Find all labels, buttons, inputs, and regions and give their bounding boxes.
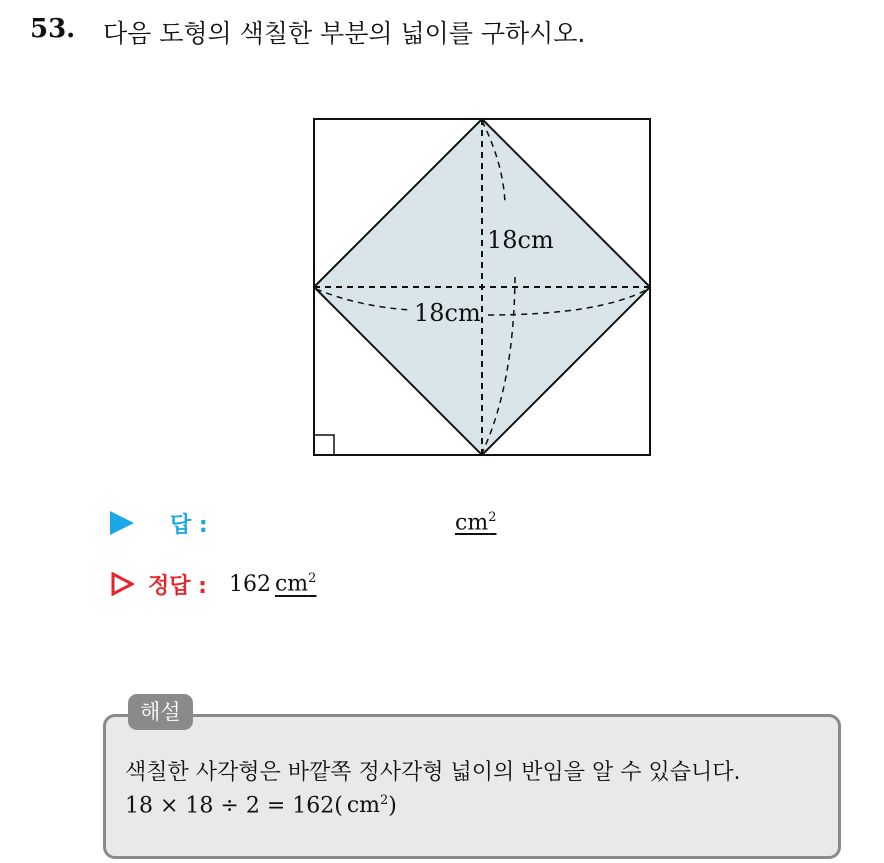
correct-value: 162 xyxy=(228,571,271,597)
correct-label: 정답 : xyxy=(148,573,207,599)
horizontal-length-label: 18cm xyxy=(414,299,481,327)
rhombus-figure xyxy=(300,105,660,465)
explanation-tag: 해설 xyxy=(128,694,193,730)
answer-unit: $cm^2$ xyxy=(455,510,497,536)
play-icon xyxy=(110,511,134,535)
explanation-line-1: 색칠한 사각형은 바깥쪽 정사각형 넓이의 반임을 알 수 있습니다. xyxy=(125,760,741,785)
vertical-length-label: 18cm xyxy=(487,226,554,254)
right-angle-mark xyxy=(314,435,334,455)
answer-label: 답 : xyxy=(170,512,208,538)
answer-row xyxy=(110,506,208,540)
explanation-line-2: 18 × 18 ÷ 2 = 162( $cm^2$) xyxy=(125,793,397,819)
question-text: 다음 도형의 색칠한 부분의 넓이를 구하시오. xyxy=(103,19,586,48)
correct-unit: $cm^2$ xyxy=(274,571,317,597)
correct-answer-row xyxy=(110,567,316,601)
play-outline-icon xyxy=(110,572,134,596)
explanation-box xyxy=(103,714,841,859)
question-number: 53. xyxy=(30,14,76,44)
